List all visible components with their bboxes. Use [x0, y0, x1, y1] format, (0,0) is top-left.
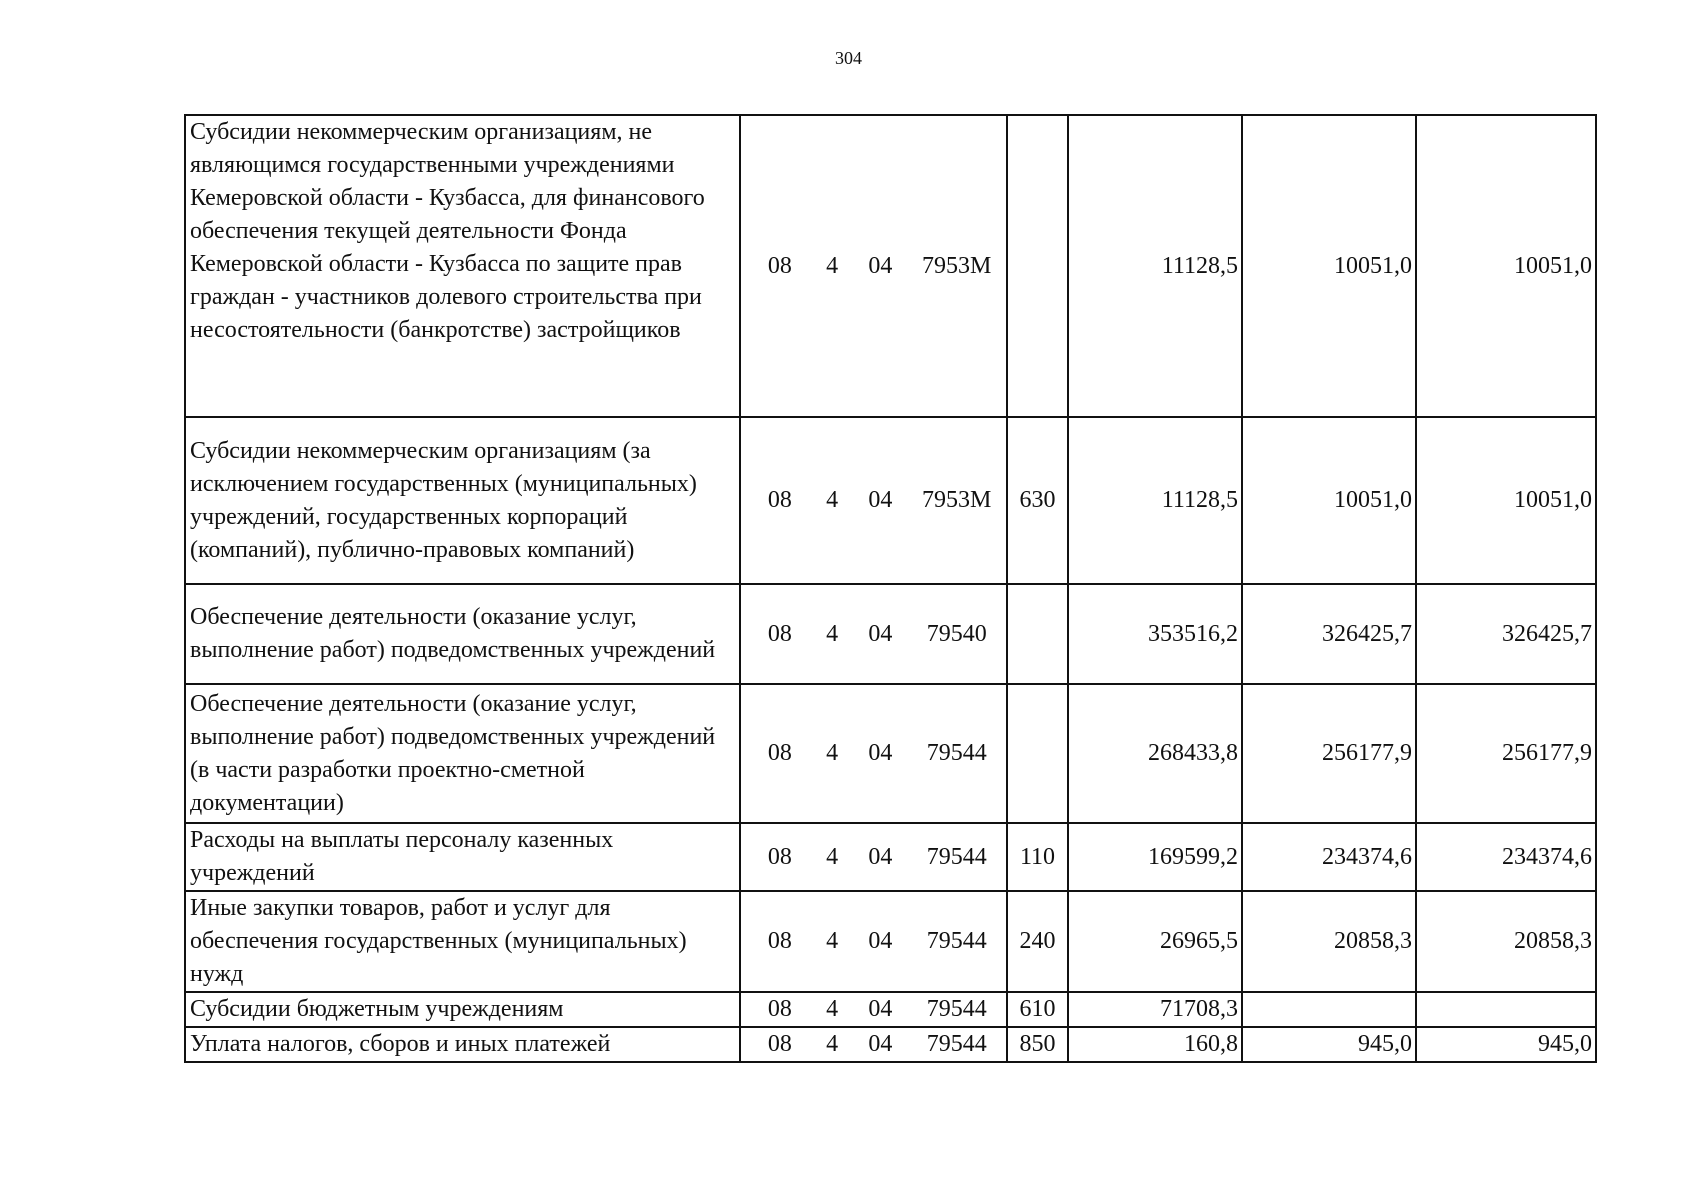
- value-year-1: 11128,5: [1068, 417, 1242, 584]
- article-code: 79544: [926, 928, 987, 954]
- section-code: 08: [767, 928, 792, 954]
- row-codes: [740, 115, 1007, 417]
- budget-table: [184, 114, 1597, 1063]
- value-year-3: 10051,0: [1416, 115, 1596, 417]
- row-codes: [740, 992, 1007, 1027]
- group-code: 04: [868, 252, 893, 279]
- table-row: [185, 823, 1596, 891]
- value-year-2: 10051,0: [1242, 115, 1416, 417]
- value-year-1: 71708,3: [1068, 992, 1242, 1027]
- value-year-2: 20858,3: [1242, 891, 1416, 992]
- value-year-1: 268433,8: [1068, 684, 1242, 823]
- subsection-code: 4: [826, 487, 839, 513]
- article-code: 79540: [926, 620, 987, 647]
- expense-type-code: 610: [1007, 992, 1068, 1027]
- value-year-3: [1416, 992, 1596, 1027]
- article-code: 79544: [926, 740, 987, 766]
- subsection-code: 4: [826, 252, 839, 279]
- subsection-code: 4: [826, 740, 839, 766]
- value-year-2: 945,0: [1242, 1027, 1416, 1062]
- row-codes: [740, 584, 1007, 684]
- article-code: 79544: [926, 996, 987, 1022]
- table-row: [185, 584, 1596, 684]
- row-description: Уплата налогов, сборов и иных платежей: [185, 1027, 740, 1062]
- value-year-2: 234374,6: [1242, 823, 1416, 891]
- row-description: Субсидии бюджетным учреждениям: [185, 992, 740, 1027]
- section-code: 08: [767, 1031, 792, 1057]
- table-row: [185, 115, 1596, 417]
- value-year-1: 353516,2: [1068, 584, 1242, 684]
- value-year-2: 326425,7: [1242, 584, 1416, 684]
- row-description: Субсидии некоммерческим организациям (за исключением государственных (муниципальных) учреждений, государственных корпораций (компаний), публично-правовых компаний): [185, 417, 740, 584]
- expense-type-code: 240: [1007, 891, 1068, 992]
- section-code: 08: [767, 996, 792, 1022]
- section-code: 08: [767, 620, 792, 647]
- subsection-code: 4: [826, 1031, 839, 1057]
- value-year-3: 10051,0: [1416, 417, 1596, 584]
- table-row: [185, 417, 1596, 584]
- value-year-1: 11128,5: [1068, 115, 1242, 417]
- expense-type-code: 850: [1007, 1027, 1068, 1062]
- table-row: [185, 1027, 1596, 1062]
- expense-type-code: 630: [1007, 417, 1068, 584]
- value-year-3: 326425,7: [1416, 584, 1596, 684]
- row-description: Обеспечение деятельности (оказание услуг, выполнение работ) подведомственных учреждений (в части разработки проектно-сметной документации): [185, 684, 740, 823]
- row-codes: [740, 684, 1007, 823]
- page-number: 304: [835, 48, 862, 68]
- group-code: 04: [868, 928, 893, 954]
- row-codes: [740, 1027, 1007, 1062]
- value-year-2: [1242, 992, 1416, 1027]
- group-code: 04: [868, 1031, 893, 1057]
- subsection-code: 4: [826, 843, 839, 870]
- section-code: 08: [767, 843, 792, 870]
- expense-type-code: 110: [1007, 823, 1068, 891]
- article-code: 79544: [926, 843, 987, 870]
- group-code: 04: [868, 487, 893, 513]
- article-code: 7953М: [922, 487, 992, 513]
- subsection-code: 4: [826, 928, 839, 954]
- group-code: 04: [868, 620, 893, 647]
- row-codes: [740, 891, 1007, 992]
- subsection-code: 4: [826, 620, 839, 647]
- section-code: 08: [767, 740, 792, 766]
- table-row: [185, 891, 1596, 992]
- value-year-3: 945,0: [1416, 1027, 1596, 1062]
- expense-type-code: [1007, 584, 1068, 684]
- article-code: 7953М: [922, 252, 992, 279]
- row-codes: [740, 823, 1007, 891]
- row-description: Субсидии некоммерческим организациям, не являющимся государственными учреждениями Кемеровской области - Кузбасса, для финансового обеспечения текущей деятельности Фонда Кемеровской области - Кузбасса по защите прав граждан - участников долевого строительства при несостоятельности (банкротстве) застройщиков: [185, 115, 740, 417]
- value-year-1: 169599,2: [1068, 823, 1242, 891]
- table-row: [185, 992, 1596, 1027]
- value-year-3: 256177,9: [1416, 684, 1596, 823]
- value-year-1: 26965,5: [1068, 891, 1242, 992]
- group-code: 04: [868, 996, 893, 1022]
- expense-type-code: [1007, 684, 1068, 823]
- group-code: 04: [868, 740, 893, 766]
- group-code: 04: [868, 843, 893, 870]
- expense-type-code: [1007, 115, 1068, 417]
- section-code: 08: [767, 252, 792, 279]
- row-description: Расходы на выплаты персоналу казенных учреждений: [185, 823, 740, 891]
- row-description: Обеспечение деятельности (оказание услуг, выполнение работ) подведомственных учреждений: [185, 584, 740, 684]
- value-year-2: 256177,9: [1242, 684, 1416, 823]
- article-code: 79544: [926, 1031, 987, 1057]
- value-year-3: 20858,3: [1416, 891, 1596, 992]
- row-description: Иные закупки товаров, работ и услуг для обеспечения государственных (муниципальных) нужд: [185, 891, 740, 992]
- value-year-3: 234374,6: [1416, 823, 1596, 891]
- row-codes: [740, 417, 1007, 584]
- subsection-code: 4: [826, 996, 839, 1022]
- section-code: 08: [767, 487, 792, 513]
- value-year-1: 160,8: [1068, 1027, 1242, 1062]
- value-year-2: 10051,0: [1242, 417, 1416, 584]
- table-row: [185, 684, 1596, 823]
